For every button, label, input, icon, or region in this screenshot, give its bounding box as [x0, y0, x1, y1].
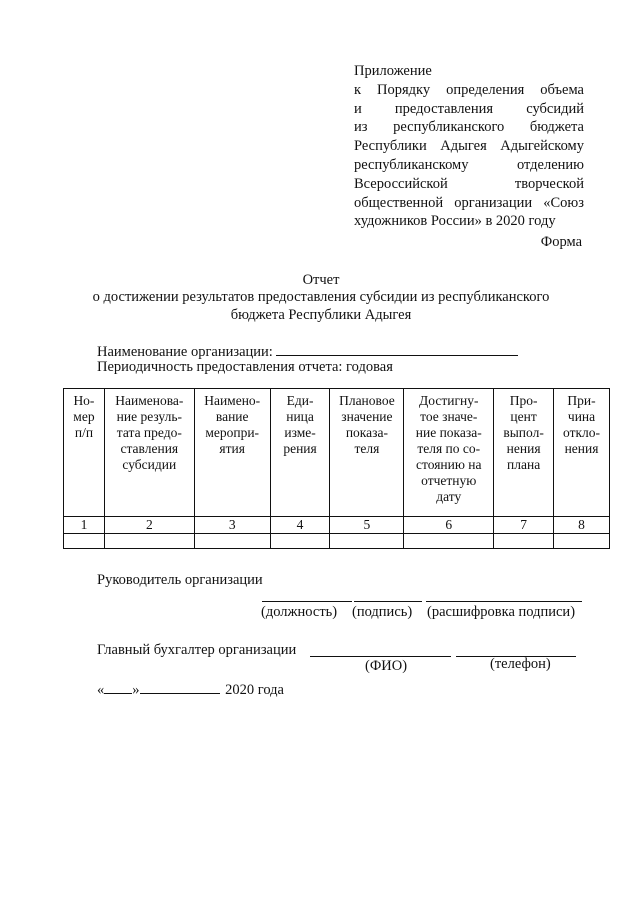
- column-number-cell: 3: [194, 517, 270, 534]
- header-text-line: При-: [567, 393, 596, 408]
- header-text-line: тое значе-: [420, 409, 478, 424]
- table-cell: [64, 534, 105, 549]
- column-number-cell: 8: [554, 517, 610, 534]
- table-cell: [194, 534, 270, 549]
- phone-caption: (телефон): [490, 656, 551, 672]
- header-text-line: ница: [286, 409, 314, 424]
- accountant-label: Главный бухгалтер организации: [97, 642, 297, 658]
- table-header-cell: [104, 389, 194, 517]
- periodicity-field: Периодичность предоставления отчета: годовая: [97, 359, 393, 375]
- table-header-row: [64, 389, 610, 517]
- header-text-line: значение: [341, 409, 393, 424]
- organization-field: [97, 341, 518, 361]
- appendix-line: республиканскому отделению: [354, 156, 584, 173]
- table-cell: [554, 534, 610, 549]
- header-text-line: Но-: [73, 393, 95, 408]
- header-text-line: ятия: [219, 441, 245, 456]
- header-text-line: стоянию на: [415, 457, 482, 472]
- header-text-line: вание: [215, 409, 249, 424]
- table-header-cell: [494, 389, 554, 517]
- appendix-line: Всероссийской творческой: [354, 175, 584, 192]
- table-row: [64, 534, 610, 549]
- column-number-cell: 4: [270, 517, 330, 534]
- report-subtitle-line2: бюджета Республики Адыгея: [230, 307, 412, 323]
- header-text-line: теля: [354, 441, 380, 456]
- organization-blank: [276, 341, 518, 356]
- header-text-line: мер: [73, 409, 95, 424]
- appendix-line: Республики Адыгея Адыгейскому: [354, 138, 584, 155]
- table-header-cell: [64, 389, 105, 517]
- header-text-line: изме-: [284, 425, 316, 440]
- form-label: Форма: [540, 234, 582, 250]
- report-table: [63, 388, 610, 549]
- appendix-line: общественной организации «Союз: [354, 194, 584, 211]
- date-field: [97, 679, 284, 699]
- header-text-line: ние резуль-: [116, 409, 182, 424]
- fio-caption: (ФИО): [365, 658, 408, 674]
- header-text-line: меропри-: [205, 425, 260, 440]
- header-text-line: Достигну-: [419, 393, 479, 408]
- table-cell: [270, 534, 330, 549]
- header-text-line: показа-: [345, 425, 388, 440]
- column-number-cell: 2: [104, 517, 194, 534]
- header-text-line: отчетную: [421, 473, 477, 488]
- table-cell: [404, 534, 494, 549]
- date-close-quote: »: [132, 682, 140, 698]
- head-label: Руководитель организации: [97, 572, 263, 588]
- appendix-line: из республиканского бюджета: [354, 119, 584, 136]
- header-text-line: откло-: [563, 425, 601, 440]
- header-text-line: ставления: [120, 441, 179, 456]
- table-cell: [494, 534, 554, 549]
- header-text-line: нения: [506, 441, 541, 456]
- header-text-line: п/п: [74, 425, 94, 440]
- table-number-row: [64, 517, 610, 534]
- appendix-line: и предоставления субсидий: [354, 100, 584, 117]
- header-text-line: Наимено-: [204, 393, 261, 408]
- date-open-quote: «: [97, 682, 105, 698]
- table-cell: [330, 534, 404, 549]
- table-header-cell: [554, 389, 610, 517]
- header-text-line: тата предо-: [116, 425, 182, 440]
- header-text-line: нения: [564, 441, 599, 456]
- table-cell: [104, 534, 194, 549]
- decoding-line: [426, 601, 582, 602]
- report-title: Отчет: [302, 272, 340, 288]
- header-text-line: Еди-: [286, 393, 314, 408]
- header-text-line: чина: [567, 409, 596, 424]
- date-year: 2020 года: [225, 682, 284, 698]
- column-number-cell: 1: [64, 517, 105, 534]
- signature-caption: (подпись): [352, 604, 413, 620]
- header-text-line: субсидии: [122, 457, 177, 472]
- decoding-caption: (расшифровка подписи): [427, 604, 576, 620]
- header-text-line: Наименова-: [115, 393, 184, 408]
- column-number-cell: 5: [330, 517, 404, 534]
- signature-line: [354, 601, 422, 602]
- header-text-line: дату: [436, 489, 462, 504]
- appendix-block: [354, 62, 584, 231]
- report-subtitle-line1: о достижении результатов предоставления субсидии из республиканского: [92, 289, 550, 305]
- position-line: [262, 601, 352, 602]
- header-text-line: выпол-: [503, 425, 544, 440]
- table-header-cell: [330, 389, 404, 517]
- day-blank: [104, 679, 132, 694]
- column-number-cell: 7: [494, 517, 554, 534]
- header-text-line: цент: [510, 409, 537, 424]
- header-text-line: ние показа-: [415, 425, 482, 440]
- header-text-line: плана: [507, 457, 541, 472]
- appendix-line: Приложение: [354, 63, 432, 79]
- header-text-line: Про-: [509, 393, 538, 408]
- position-caption: (должность): [261, 604, 338, 620]
- header-text-line: рения: [283, 441, 317, 456]
- appendix-line: художников России» в 2020 году: [354, 213, 556, 230]
- column-number-cell: 6: [404, 517, 494, 534]
- organization-label: Наименование организации:: [97, 344, 273, 360]
- month-blank: [140, 679, 220, 694]
- fio-line: [310, 656, 451, 657]
- table-header-cell: [404, 389, 494, 517]
- appendix-line: к Порядку определения объема: [354, 81, 584, 98]
- header-text-line: теля по со-: [417, 441, 481, 456]
- header-text-line: Плановое: [339, 393, 395, 408]
- table-header-cell: [194, 389, 270, 517]
- table-header-cell: [270, 389, 330, 517]
